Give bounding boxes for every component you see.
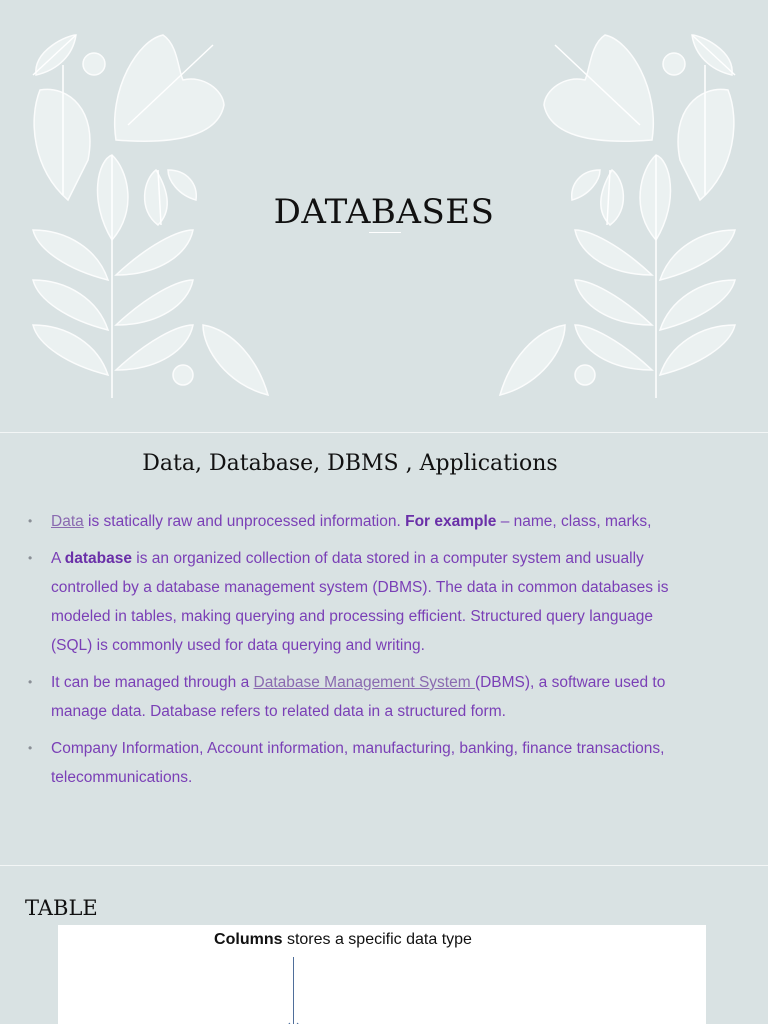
slide-title: Data, Database, DBMS , Applications	[142, 451, 558, 476]
diagram-caption	[58, 931, 628, 949]
bullet-text: A	[51, 550, 65, 567]
caption-text: stores a specific data type	[282, 931, 472, 948]
slide-title: TABLE	[25, 896, 98, 920]
content-slide	[0, 433, 768, 865]
dbms-link[interactable]: Database Management System	[253, 674, 475, 691]
bullet-list	[28, 507, 698, 800]
bullet-icon: •	[28, 551, 33, 565]
bullet-text: (DBMS), a software used to manage data. Database refers to related data in a structured form.	[51, 674, 666, 720]
bullet-text: – name, class, marks,	[496, 513, 652, 530]
bullet-text: Company Information, Account information, manufacturing, banking, finance transactions, telecommunications.	[51, 740, 665, 786]
bullet-item	[28, 668, 698, 726]
bullet-text: is statically raw and unprocessed information.	[83, 513, 406, 530]
bullet-item	[28, 507, 698, 536]
bullet-text: It can be managed through a	[51, 674, 254, 691]
data-link[interactable]: Data	[51, 513, 84, 530]
title-underline	[369, 232, 401, 233]
slide-title: DATABASES	[273, 192, 495, 232]
arrow-line	[293, 957, 294, 1024]
bullet-icon: •	[28, 741, 33, 755]
bullet-bold: database	[64, 550, 132, 567]
table-diagram-image	[58, 925, 706, 1024]
bullet-item	[28, 734, 698, 792]
table-slide	[0, 866, 768, 1024]
bullet-icon: •	[28, 675, 33, 689]
bullet-bold: For example	[405, 513, 497, 530]
bullet-text: is an organized collection of data stored in a computer system and usually controlled by a database management system (DBMS). The data in common databases is modeled in tables, making querying and processing efficient. Structured query language (SQL) is commonly used for data querying and writing.	[51, 550, 669, 654]
bullet-icon: •	[28, 514, 33, 528]
bullet-item	[28, 544, 698, 660]
title-slide	[0, 0, 768, 432]
caption-bold: Columns	[214, 931, 283, 948]
